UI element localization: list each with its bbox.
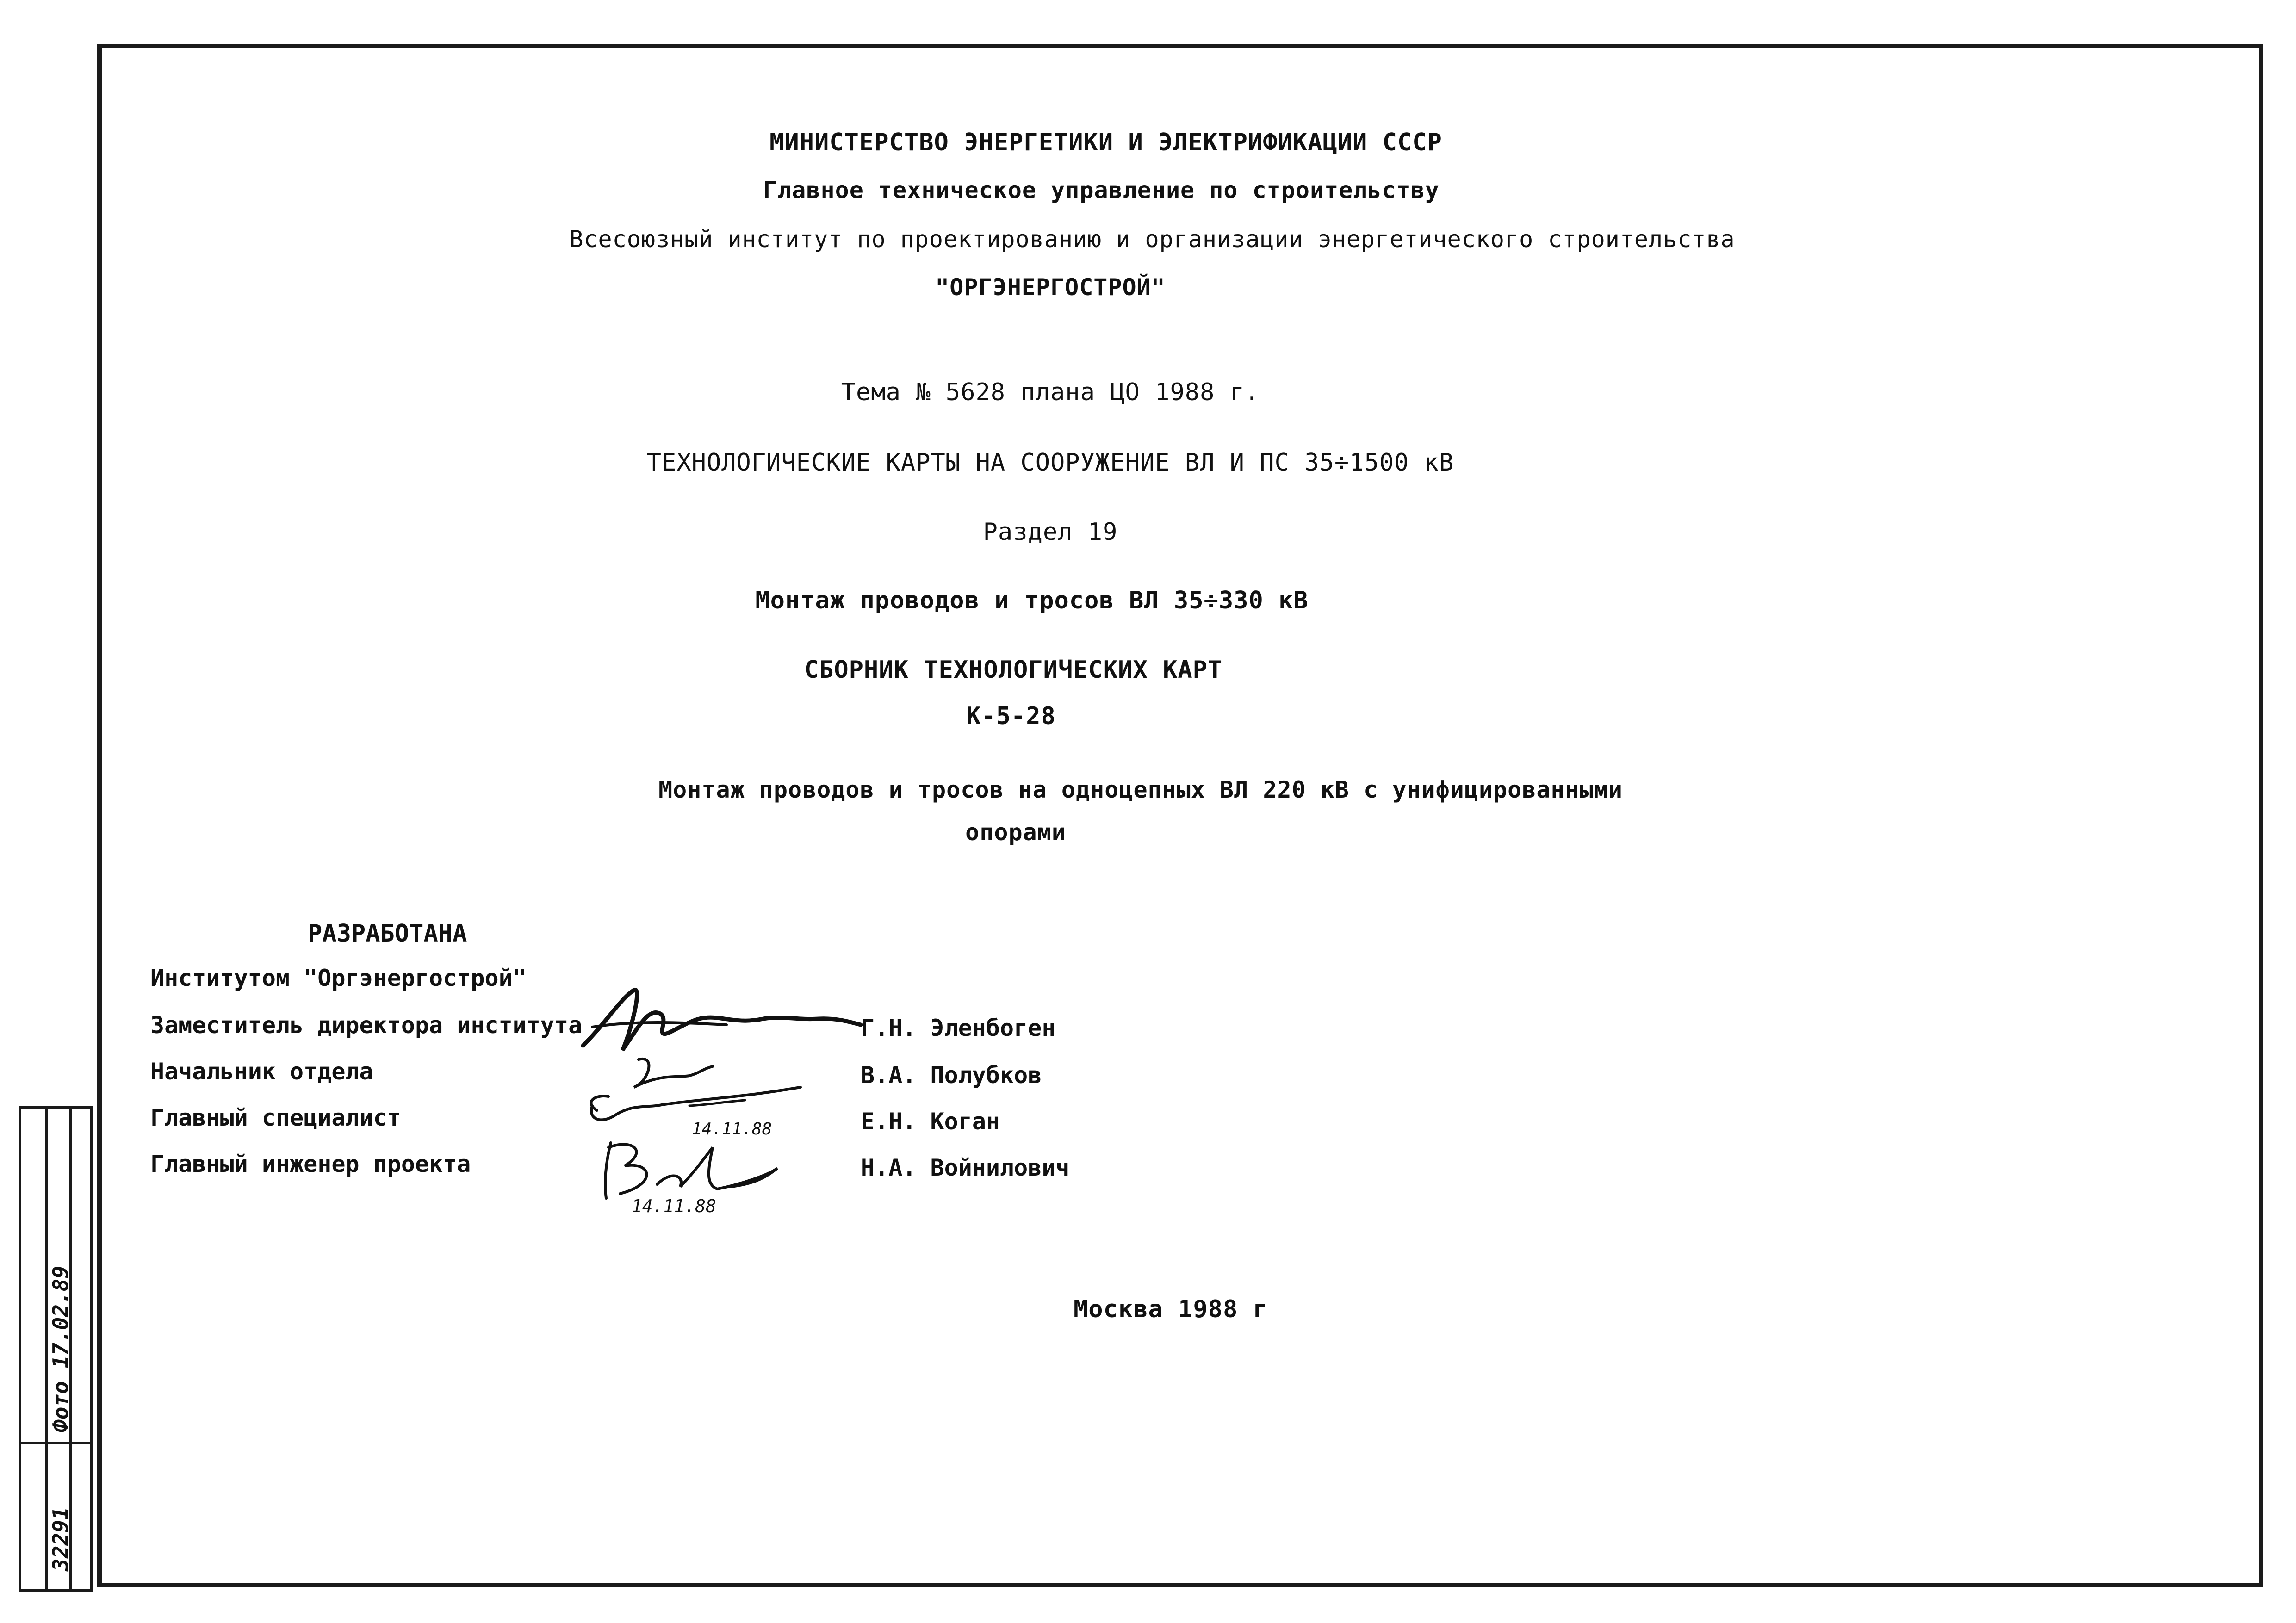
collection-code: К-5-28	[966, 702, 1056, 730]
developed-by: Институтом "Оргэнергострой"	[150, 965, 527, 991]
ministry-title: МИНИСТЕРСТВО ЭНЕРГЕТИКИ И ЭЛЕКТРИФИКАЦИИ СССР	[769, 129, 1442, 156]
page-frame	[97, 44, 2263, 1587]
document-title: ТЕХНОЛОГИЧЕСКИЕ КАРТЫ НА СООРУЖЕНИЕ ВЛ И ПС 35÷1500 кВ	[646, 449, 1454, 477]
role-title-deputy-director: Заместитель директора института	[150, 1012, 583, 1039]
stamp-entry: Фото 17.02.89	[48, 1265, 73, 1432]
stamp-inventory-number: 32291	[48, 1507, 73, 1571]
section-number: Раздел 19	[983, 518, 1118, 546]
role-name-chief-specialist: Е.Н. Коган	[861, 1108, 1000, 1135]
subject-line-1: Монтаж проводов и тросов на одноцепных ВЛ 220 кВ с унифицированными	[658, 776, 1623, 803]
role-title-chief-engineer: Главный инженер проекта	[150, 1151, 471, 1177]
stamp-row-divider	[21, 1442, 90, 1444]
signature-deputy-director	[578, 981, 865, 1059]
organization-name: "ОРГЭНЕРГОСТРОЙ"	[935, 274, 1166, 301]
signature-date-2: 14.11.88	[632, 1196, 717, 1216]
role-name-chief-engineer: Н.А. Войнилович	[861, 1154, 1070, 1181]
role-name-deputy-director: Г.Н. Эленбоген	[861, 1015, 1056, 1041]
role-title-chief-specialist: Главный специалист	[150, 1104, 401, 1131]
registration-stamp	[19, 1106, 93, 1592]
stamp-column-divider	[21, 1109, 48, 1589]
section-title: Монтаж проводов и тросов ВЛ 35÷330 кВ	[755, 587, 1309, 614]
subject-line-2: опорами	[965, 819, 1066, 846]
institute-title: Всесоюзный институт по проектированию и организации энергетического строительства	[569, 226, 1735, 253]
collection-title: СБОРНИК ТЕХНОЛОГИЧЕСКИХ КАРТ	[804, 656, 1223, 684]
city-year: Москва 1988 г	[1074, 1295, 1268, 1323]
theme-line: Тема № 5628 плана ЦО 1988 г.	[841, 378, 1260, 406]
signature-date-1: 14.11.88	[692, 1120, 772, 1139]
developed-heading: РАЗРАБОТАНА	[308, 920, 467, 948]
department-title: Главное техническое управление по строительству	[763, 177, 1440, 204]
signature-department-head	[569, 1050, 810, 1147]
role-name-department-head: В.А. Полубков	[861, 1062, 1042, 1089]
role-title-department-head: Начальник отдела	[150, 1058, 373, 1085]
